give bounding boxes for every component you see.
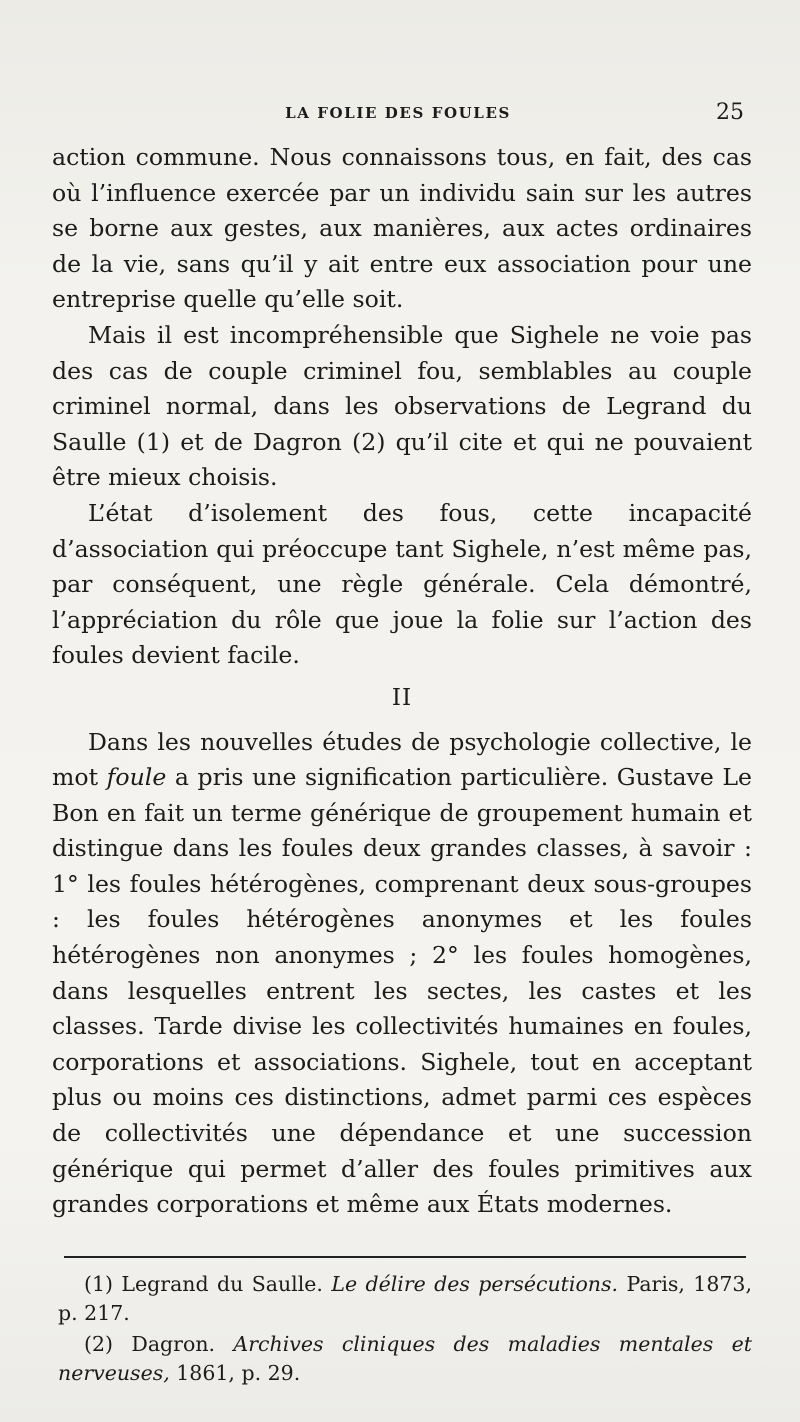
footnote-2-title: Archives cliniques des maladies mentales et nerveuses, xyxy=(58,1332,752,1385)
footnote-2-start: (2) Dagron. xyxy=(84,1332,234,1356)
footnote-1-start: (1) Legrand du Saulle. xyxy=(84,1272,332,1296)
running-title: LA FOLIE DES FOULES xyxy=(285,104,511,122)
paragraph-2: Mais il est incompréhensible que Sighele ne voie pas des cas de couple criminel fou, semblables au couple criminel normal, dans les observations de Legrand du Saulle (1) et de Dagron (2) qu’il cite et qui ne pouvaient être mieux choisis. xyxy=(52,320,752,492)
page-number: 25 xyxy=(716,100,744,125)
body-text xyxy=(52,140,752,1223)
paragraph-4-text-end: a pris une signification particulière. Gustave Le Bon en fait un terme générique de groupement humain et distingue dans les foules deux grandes classes, à savoir : 1° les foules hétérogènes, comprenant deux sous-groupes : les foules hétérogènes anonymes et les foules hétérogènes non anonymes ; 2° les foules homogènes, dans lesquelles entrent les sectes, les castes et les classes. Tarde divise les collectivités humaines en foules, corporations et associations. Sighele, tout en acceptant plus ou moins ces distinctions, admet parmi ces espèces de collectivités une dépendance et une succession générique qui permet d’aller des foules primitives aux grandes corporations et même aux États modernes. xyxy=(52,763,752,1219)
footnote-1-end: Paris, 1873, p. 217. xyxy=(58,1272,752,1325)
footnotes xyxy=(58,1270,752,1390)
paragraph-4 xyxy=(52,725,752,1223)
emphasized-word: foule xyxy=(106,763,167,792)
paragraph-3: L’état d’isolement des fous, cette incapacité d’association qui préoccupe tant Sighele, n’est même pas, par conséquent, une règle générale. Cela démontré, l’appréciation du rôle que joue la folie sur l’action des foules devient facile. xyxy=(52,498,752,670)
footnote-2 xyxy=(58,1330,752,1388)
running-head xyxy=(52,100,744,130)
footnote-divider xyxy=(64,1256,746,1258)
paragraph-1: action commune. Nous connaissons tous, en fait, des cas où l’influence exercée par un individu sain sur les autres se borne aux gestes, aux manières, aux actes ordinaires de la vie, sans qu’il y ait entre eux association pour une entreprise quelle qu’elle soit. xyxy=(52,143,752,314)
paragraph-4-text-start: Dans les nouvelles études de psychologie collective, le mot xyxy=(52,727,752,792)
footnote-1-title: Le délire des persécutions. xyxy=(331,1272,619,1296)
footnote-1 xyxy=(58,1270,752,1328)
section-numeral: II xyxy=(391,684,413,711)
footnote-2-end: 1861, p. 29. xyxy=(169,1361,301,1385)
